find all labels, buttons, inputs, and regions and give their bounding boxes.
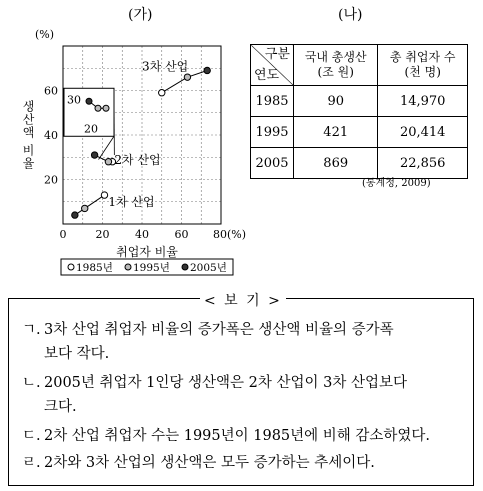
cell-employment: 22,856 (378, 148, 468, 179)
legend-marker (68, 264, 74, 270)
legend-marker (125, 264, 131, 270)
series-label-secondary: 2차 산업 (114, 152, 161, 167)
point-1995 (105, 159, 111, 165)
x-tick-label: 60 (174, 228, 189, 241)
cell-year: 1985 (251, 86, 294, 117)
item-text-cont: 크다. (44, 399, 77, 415)
y-axis-label: 생산액 비율 (21, 100, 35, 170)
cell-gdp: 90 (294, 86, 378, 117)
inset-connector (99, 136, 114, 159)
y-tick-label: 40 (44, 129, 58, 142)
chart-inset (64, 88, 114, 159)
legend-label: 1985년 (76, 262, 113, 274)
point-1995 (184, 74, 190, 80)
cell-year: 1995 (251, 117, 294, 148)
table-row (251, 117, 468, 148)
item-label: ㄷ. (22, 428, 41, 444)
point-2005 (72, 212, 78, 218)
header-employment: 총 취업자 수 (천 명) (378, 45, 468, 86)
bogi-item-3 (22, 424, 462, 448)
table-row (251, 86, 468, 117)
cell-gdp: 421 (294, 117, 378, 148)
corner-top-label: 구분 (264, 47, 290, 62)
y-tick-label: 60 (44, 84, 58, 98)
series-line (162, 70, 207, 92)
bogi-item-4 (22, 451, 462, 475)
corner-bottom-label: 연도 (254, 68, 280, 83)
inset-point (86, 98, 92, 104)
inset-x-label: 20 (84, 122, 98, 136)
item-text: 2차 산업 취업자 수는 1995년이 1985년에 비해 감소하였다. (44, 428, 431, 444)
chart-labels (108, 58, 188, 209)
y-tick-label: 20 (44, 173, 58, 187)
x-tick-label: 20 (95, 228, 110, 241)
table-source: (통계청, 2009) (362, 178, 431, 189)
item-label: ㄴ. (22, 375, 41, 391)
series-label-primary: 1차 산업 (108, 195, 155, 210)
item-label: ㄱ. (22, 322, 41, 338)
table-label-na: (나) (338, 7, 363, 23)
series-line (75, 195, 105, 215)
inset-point (103, 105, 109, 111)
point-2005 (91, 152, 97, 158)
item-text: 3차 산업 취업자 비율의 증가폭은 생산액 비율의 증가폭 (44, 322, 394, 338)
item-text: 2005년 취업자 1인당 생산액은 2차 산업이 3차 산업보다 (44, 375, 407, 391)
item-label: ㄹ. (22, 455, 41, 471)
bogi-title: < 보 기 > (200, 290, 286, 310)
legend-label: 1995년 (133, 262, 170, 274)
cell-year: 2005 (251, 148, 294, 179)
data-table (250, 44, 468, 179)
item-text-cont: 보다 작다. (44, 346, 110, 362)
x-unit-label: 80(%) (213, 228, 247, 241)
inset-y-label: 30 (67, 93, 81, 107)
item-text: 2차와 3차 산업의 생산액은 모두 증가하는 추세이다. (44, 455, 375, 471)
cell-gdp: 869 (294, 148, 378, 179)
table-row (251, 148, 468, 179)
chart-axes (21, 28, 246, 259)
chart-label-ga: (가) (128, 7, 153, 23)
inset-point (95, 105, 101, 111)
legend-marker (182, 264, 188, 270)
table-corner-cell (251, 45, 294, 86)
cell-employment: 14,970 (378, 86, 468, 117)
legend-label: 2005년 (190, 262, 227, 274)
x-tick-label: 40 (135, 228, 149, 241)
header-gdp: 국내 총생산 (조 원) (294, 45, 378, 86)
y-unit-label: (%) (35, 28, 55, 41)
point-1985 (159, 90, 165, 96)
bogi-item-2 (22, 371, 462, 419)
cell-employment: 20,414 (378, 117, 468, 148)
series-label-tertiary: 3차 산업 (142, 59, 189, 74)
x-axis-label: 취업자 비율 (116, 245, 178, 259)
scatter-chart (0, 0, 247, 290)
point-1985 (101, 192, 107, 198)
point-1995 (82, 205, 88, 211)
point-2005 (204, 67, 210, 73)
chart-legend (61, 259, 233, 275)
x-tick-label: 0 (59, 228, 67, 241)
bogi-item-1 (22, 318, 462, 366)
